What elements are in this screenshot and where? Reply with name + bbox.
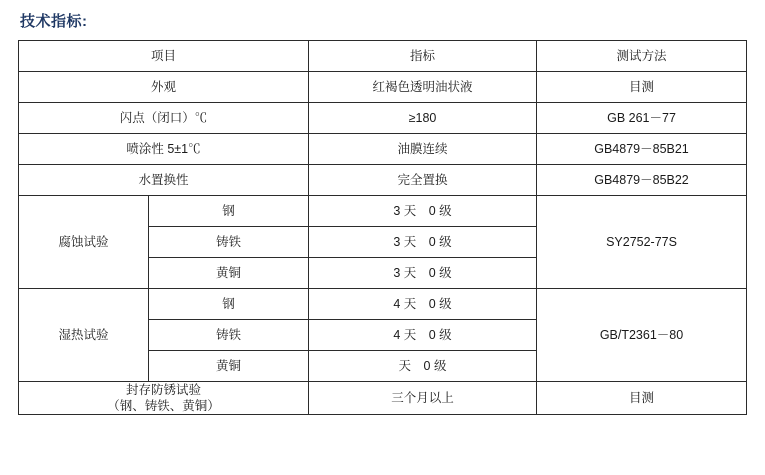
cell-index: 4 天 0 级 bbox=[309, 320, 537, 351]
cell-subitem: 铸铁 bbox=[149, 227, 309, 258]
cell-index: 红褐色透明油状液 bbox=[309, 72, 537, 103]
column-header-item: 项目 bbox=[19, 41, 309, 72]
cell-index: 4 天 0 级 bbox=[309, 289, 537, 320]
table-header-row bbox=[19, 41, 747, 72]
cell-item: 水置换性 bbox=[19, 165, 309, 196]
column-header-method: 测试方法 bbox=[537, 41, 747, 72]
cell-item-group: 腐蚀试验 bbox=[19, 196, 149, 289]
cell-method: 目测 bbox=[537, 382, 747, 415]
cell-method: GB/T2361－80 bbox=[537, 289, 747, 382]
cell-subitem: 铸铁 bbox=[149, 320, 309, 351]
cell-method: SY2752-77S bbox=[537, 196, 747, 289]
cell-method: GB 261－77 bbox=[537, 103, 747, 134]
cell-item bbox=[19, 382, 309, 415]
cell-item-line2: （钢、铸铁、黄铜） bbox=[107, 399, 220, 413]
table-row bbox=[19, 165, 747, 196]
cell-subitem: 黄铜 bbox=[149, 351, 309, 382]
cell-index: 油膜连续 bbox=[309, 134, 537, 165]
table-row bbox=[19, 382, 747, 415]
table-row bbox=[19, 196, 747, 227]
cell-index: 3 天 0 级 bbox=[309, 258, 537, 289]
technical-specs-table bbox=[18, 40, 747, 415]
cell-item: 喷涂性 5±1℃ bbox=[19, 134, 309, 165]
page-title: 技术指标: bbox=[20, 13, 88, 30]
cell-index: 完全置换 bbox=[309, 165, 537, 196]
cell-item-line1: 封存防锈试验 bbox=[126, 383, 202, 397]
table-row bbox=[19, 72, 747, 103]
cell-subitem: 钢 bbox=[149, 289, 309, 320]
cell-index: 天 0 级 bbox=[309, 351, 537, 382]
cell-item: 外观 bbox=[19, 72, 309, 103]
cell-index: ≥180 bbox=[309, 103, 537, 134]
cell-index: 三个月以上 bbox=[309, 382, 537, 415]
column-header-index: 指标 bbox=[309, 41, 537, 72]
cell-subitem: 钢 bbox=[149, 196, 309, 227]
cell-subitem: 黄铜 bbox=[149, 258, 309, 289]
table-row bbox=[19, 134, 747, 165]
cell-method: 目测 bbox=[537, 72, 747, 103]
cell-index: 3 天 0 级 bbox=[309, 227, 537, 258]
table-row bbox=[19, 103, 747, 134]
cell-index: 3 天 0 级 bbox=[309, 196, 537, 227]
cell-item-group: 湿热试验 bbox=[19, 289, 149, 382]
table-row bbox=[19, 289, 747, 320]
cell-method: GB4879－85B22 bbox=[537, 165, 747, 196]
cell-method: GB4879－85B21 bbox=[537, 134, 747, 165]
cell-item: 闪点（闭口）℃ bbox=[19, 103, 309, 134]
